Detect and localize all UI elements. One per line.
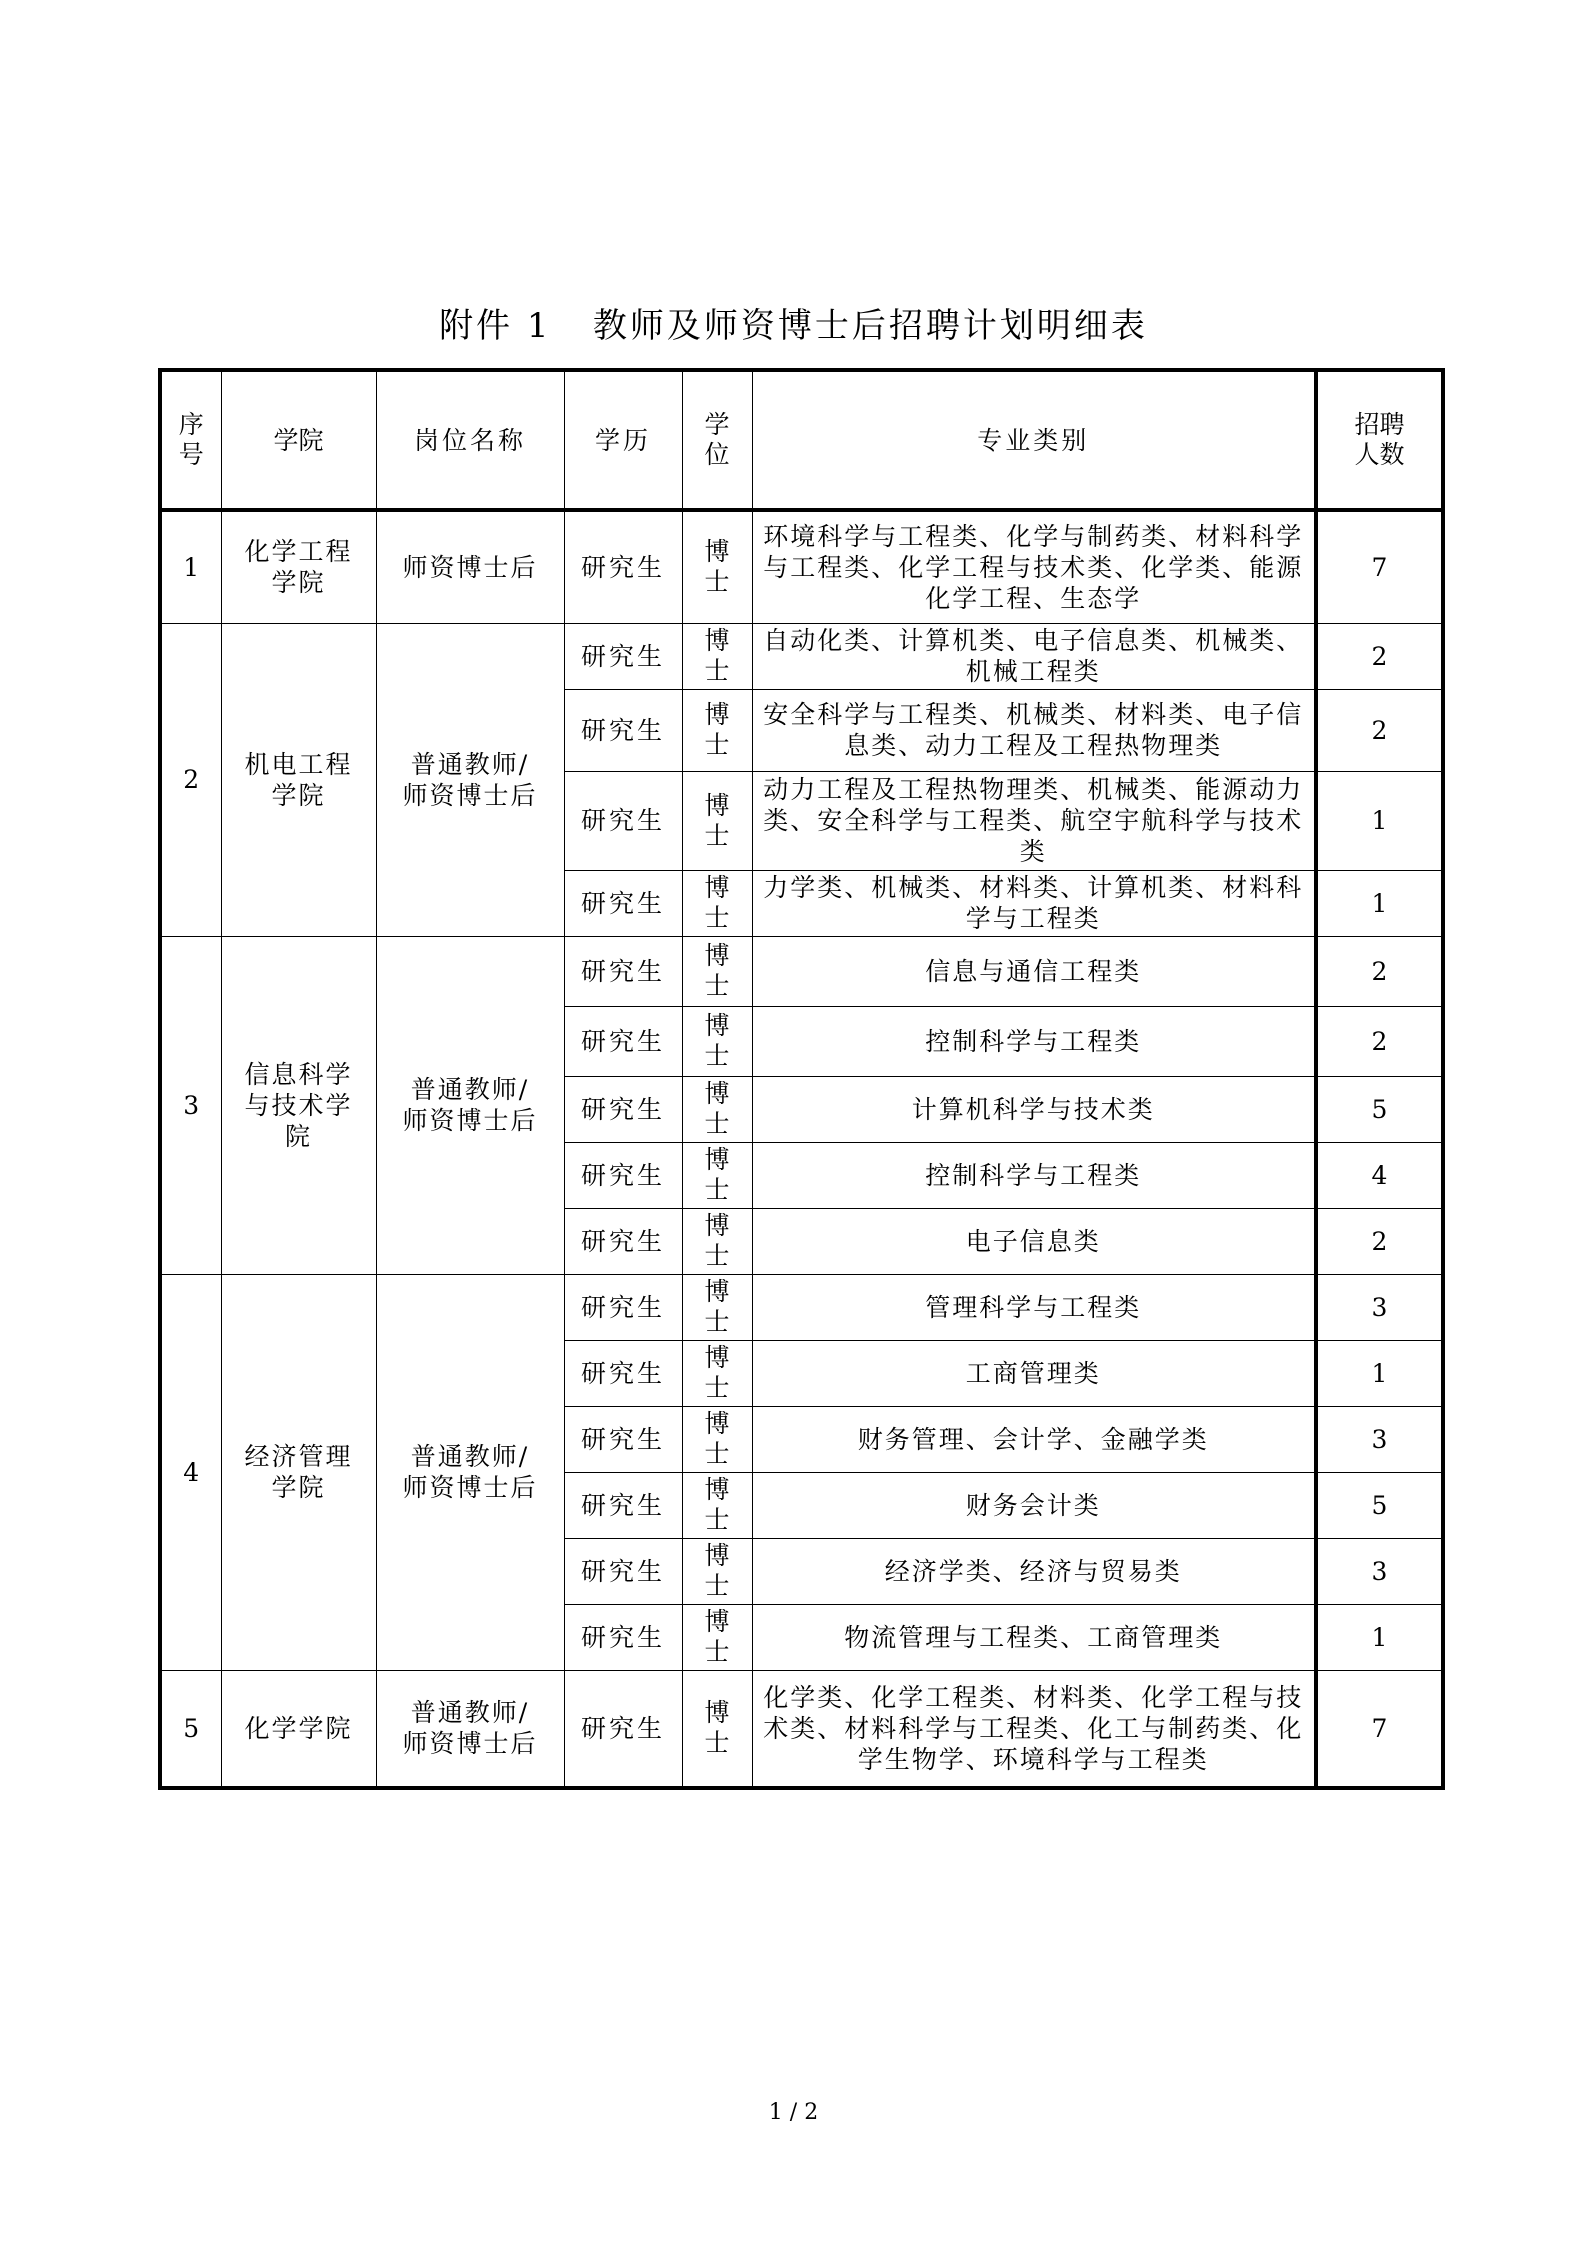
major-category-text: 经济学类、经济与贸易类 [884,1556,1182,1586]
recruit-count-text: 2 [1371,1026,1388,1056]
recruit-count [1316,1006,1443,1076]
major-category-text: 自动化类、计算机类、电子信息类、机械类、机械工程类 [763,626,1304,686]
major-category-text: 安全科学与工程类、机械类、材料类、电子信息类、动力工程及工程热物理类 [763,700,1304,760]
position-name [376,510,564,623]
row-index [160,510,221,623]
recruit-count [1316,1340,1443,1406]
education-text: 研究生 [580,641,665,671]
position-name-text: 普通教师/师资博士后 [402,1075,538,1135]
recruit-count [1316,689,1443,771]
row-index-text: 3 [183,1090,200,1120]
major-category-text: 物流管理与工程类、工商管理类 [844,1622,1223,1652]
major-category [752,1670,1316,1788]
college-name-text: 机电工程学院 [244,749,353,810]
recruit-count [1316,1274,1443,1340]
header-education: 学历 [564,370,682,510]
major-category [752,689,1316,771]
major-category-text: 控制科学与工程类 [925,1160,1142,1190]
degree [682,1274,752,1340]
row-index-text: 5 [183,1713,200,1743]
degree [682,510,752,623]
recruit-count-text: 1 [1371,806,1388,835]
row-index-text: 2 [183,765,200,794]
major-category [752,1274,1316,1340]
college-name-text: 经济管理学院 [244,1442,353,1502]
degree-text: 博士 [704,1079,730,1138]
education-text: 研究生 [580,1226,665,1256]
degree [682,1604,752,1670]
major-category [752,1604,1316,1670]
education-text: 研究生 [580,1026,665,1056]
education-text: 研究生 [580,1358,665,1388]
major-category [752,1472,1316,1538]
header-index: 序号 [160,370,221,510]
education [564,623,682,689]
recruit-count-text: 1 [1371,1622,1388,1652]
table-row [160,1670,1443,1788]
degree-text: 博士 [704,1475,730,1534]
major-category-text: 化学类、化学工程类、材料类、化学工程与技术类、材料科学与工程类、化工与制药类、化学生物学、环境科学与工程类 [763,1682,1304,1774]
college-name-text: 信息科学与技术学院 [244,1059,353,1151]
degree-text: 博士 [704,941,730,1000]
college-name-text: 化学学院 [244,1713,353,1743]
education [564,1274,682,1340]
table-row [160,510,1443,623]
major-category-text: 计算机科学与技术类 [911,1094,1155,1124]
degree [682,870,752,936]
degree-text: 博士 [704,1409,730,1468]
major-category [752,1406,1316,1472]
degree [682,1340,752,1406]
education-text: 研究生 [580,1622,665,1652]
position-name-text: 普通教师/师资博士后 [402,1442,538,1502]
row-index [160,936,221,1274]
education [564,1076,682,1142]
education [564,936,682,1006]
education-text: 研究生 [580,1424,665,1454]
education [564,1142,682,1208]
position-name-text: 普通教师/师资博士后 [402,749,538,810]
education [564,1472,682,1538]
education [564,1538,682,1604]
education [564,870,682,936]
recruit-count [1316,510,1443,623]
major-category [752,510,1316,623]
table-row [160,623,1443,689]
college-name [221,623,376,936]
recruit-count [1316,1538,1443,1604]
education-text: 研究生 [580,1292,665,1322]
education-text: 研究生 [580,1160,665,1190]
degree [682,771,752,870]
education-text: 研究生 [580,1094,665,1124]
degree-text: 博士 [704,626,730,685]
education [564,1006,682,1076]
recruit-count [1316,936,1443,1006]
college-name [221,1274,376,1670]
degree [682,689,752,771]
recruit-count-text: 2 [1371,1226,1388,1256]
row-index [160,623,221,936]
recruit-count [1316,1472,1443,1538]
major-category [752,1142,1316,1208]
position-name-text: 师资博士后 [402,552,538,582]
degree-text: 博士 [704,1277,730,1336]
degree [682,1538,752,1604]
education [564,1340,682,1406]
major-category [752,1538,1316,1604]
college-name-text: 化学工程学院 [244,537,353,598]
degree-text: 博士 [704,1607,730,1666]
degree [682,936,752,1006]
degree-text: 博士 [704,873,730,932]
major-category-text: 力学类、机械类、材料类、计算机类、材料科学与工程类 [763,873,1304,933]
recruit-count-text: 5 [1371,1094,1388,1124]
document-title: 附件 1 教师及师资博士后招聘计划明细表 [439,306,1148,346]
education-text: 研究生 [580,956,665,986]
major-category [752,1006,1316,1076]
college-name [221,510,376,623]
recruit-count-text: 7 [1371,552,1388,582]
degree-text: 博士 [704,1343,730,1402]
major-category-text: 信息与通信工程类 [925,956,1142,986]
major-category-text: 电子信息类 [965,1226,1101,1256]
degree-text: 博士 [704,537,730,597]
college-name [221,936,376,1274]
education [564,771,682,870]
education-text: 研究生 [580,888,665,918]
recruit-count [1316,1406,1443,1472]
row-index [160,1670,221,1788]
recruit-count-text: 3 [1371,1556,1388,1586]
recruit-count [1316,623,1443,689]
recruit-count [1316,1670,1443,1788]
major-category-text: 环境科学与工程类、化学与制药类、材料科学与工程类、化学工程与技术类、化学类、能源化学工程、生态学 [763,521,1304,613]
recruit-count [1316,1208,1443,1274]
degree-text: 博士 [704,700,730,759]
major-category [752,1076,1316,1142]
recruit-count-text: 3 [1371,1292,1388,1322]
major-category [752,870,1316,936]
major-category-text: 动力工程及工程热物理类、机械类、能源动力类、安全科学与工程类、航空宇航科学与技术类 [763,775,1304,866]
row-index [160,1274,221,1670]
education-text: 研究生 [580,552,665,582]
degree-text: 博士 [704,1145,730,1204]
recruit-count [1316,1076,1443,1142]
college-name [221,1670,376,1788]
header-position: 岗位名称 [376,370,564,510]
major-category-text: 管理科学与工程类 [925,1292,1142,1322]
recruit-count-text: 2 [1371,956,1388,986]
table-body [160,510,1443,1788]
recruit-count [1316,870,1443,936]
position-name [376,1670,564,1788]
education-text: 研究生 [580,1490,665,1520]
recruit-count [1316,1142,1443,1208]
recruit-count [1316,1604,1443,1670]
education-text: 研究生 [580,806,665,835]
degree-text: 博士 [704,1211,730,1270]
major-category [752,1340,1316,1406]
header-major: 专业类别 [752,370,1316,510]
recruit-count-text: 2 [1371,641,1388,671]
education [564,1406,682,1472]
degree [682,1006,752,1076]
page-number: 1 / 2 [768,2100,819,2125]
degree [682,1208,752,1274]
major-category [752,1208,1316,1274]
education [564,510,682,623]
recruit-count-text: 3 [1371,1424,1388,1454]
education [564,1670,682,1788]
degree [682,1076,752,1142]
recruit-count-text: 7 [1371,1713,1388,1743]
position-name [376,936,564,1274]
degree-text: 博士 [704,1011,730,1070]
education-text: 研究生 [580,1556,665,1586]
major-category-text: 财务管理、会计学、金融学类 [857,1424,1209,1454]
degree [682,1472,752,1538]
degree [682,623,752,689]
row-index-text: 1 [183,552,200,582]
recruitment-plan-table [158,368,1445,1790]
recruit-count [1316,771,1443,870]
degree [682,1670,752,1788]
degree-text: 博士 [704,1541,730,1600]
row-index-text: 4 [183,1457,200,1487]
table-row [160,1274,1443,1340]
education-text: 研究生 [580,1713,665,1743]
recruit-count-text: 2 [1371,715,1388,745]
major-category-text: 控制科学与工程类 [925,1026,1142,1056]
header-college: 学院 [221,370,376,510]
header-row [160,370,1443,510]
recruit-count-text: 1 [1371,1358,1388,1388]
header-count: 招聘人数 [1316,370,1443,510]
major-category [752,771,1316,870]
major-category-text: 财务会计类 [965,1490,1101,1520]
recruit-count-text: 1 [1371,888,1388,918]
education-text: 研究生 [580,715,665,745]
degree [682,1406,752,1472]
education [564,1604,682,1670]
major-category [752,936,1316,1006]
position-name [376,623,564,936]
degree-text: 博士 [704,1698,730,1758]
recruit-count-text: 4 [1371,1160,1388,1190]
position-name-text: 普通教师/师资博士后 [402,1698,538,1759]
header-degree: 学位 [682,370,752,510]
degree-text: 博士 [704,790,730,850]
degree [682,1142,752,1208]
table-row [160,936,1443,1006]
major-category-text: 工商管理类 [965,1358,1101,1388]
education [564,1208,682,1274]
recruit-count-text: 5 [1371,1490,1388,1520]
education [564,689,682,771]
position-name [376,1274,564,1670]
major-category [752,623,1316,689]
